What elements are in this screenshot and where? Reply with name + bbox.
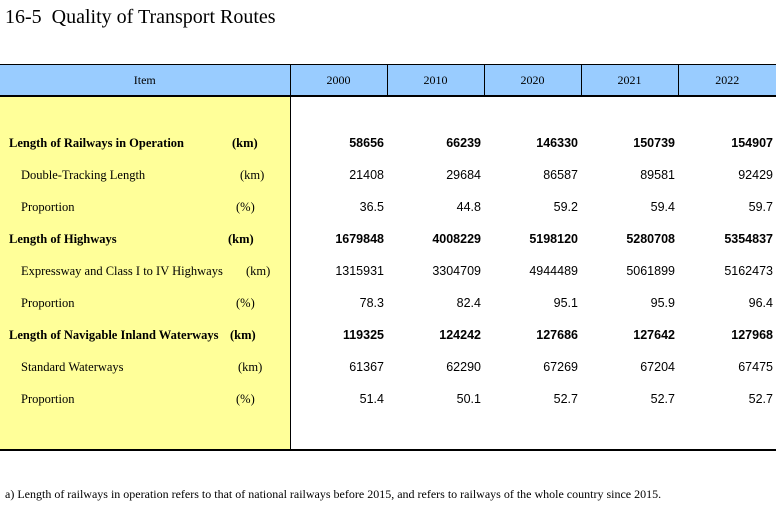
value-cell: 5198120 (529, 232, 578, 246)
row-label: Proportion (21, 200, 75, 214)
value-cell: 67204 (640, 360, 675, 374)
value-cell: 66239 (446, 136, 481, 150)
item-cell (0, 319, 290, 351)
page-title: 16-5 Quality of Transport Routes (5, 6, 276, 28)
item-cell (0, 127, 290, 159)
value-cell: 50.1 (456, 392, 481, 406)
row-label: Double-Tracking Length (21, 168, 146, 182)
value-cell: 82.4 (456, 296, 481, 310)
value-cell: 51.4 (359, 392, 384, 406)
value-cell: 67475 (738, 360, 773, 374)
value-cell: 95.9 (650, 296, 675, 310)
column-header-year: 2020 (484, 65, 581, 97)
table-row (0, 351, 776, 383)
item-cell (0, 255, 290, 287)
column-header-year: 2021 (581, 65, 678, 97)
value-cell: 5162473 (724, 264, 773, 278)
column-header-item: Item (0, 65, 290, 97)
row-label: Length of Highways (9, 232, 117, 246)
value-cell: 52.7 (748, 392, 773, 406)
value-cell: 5061899 (626, 264, 675, 278)
row-label: Length of Railways in Operation (9, 136, 185, 150)
column-header-year: 2000 (290, 65, 387, 97)
value-cell: 150739 (633, 136, 675, 150)
value-cell: 62290 (446, 360, 481, 374)
value-cell: 146330 (536, 136, 578, 150)
table-row (0, 191, 776, 223)
value-cell: 86587 (543, 168, 578, 182)
item-cell (0, 159, 290, 191)
value-cell: 127642 (633, 328, 675, 342)
value-cell: 59.7 (748, 200, 773, 214)
value-cell: 21408 (349, 168, 384, 182)
item-cell (0, 415, 290, 450)
table-row (0, 383, 776, 415)
item-cell (0, 223, 290, 255)
value-cell: 154907 (731, 136, 773, 150)
value-cell: 96.4 (748, 296, 773, 310)
value-cell: 29684 (446, 168, 481, 182)
row-unit: (km) (230, 328, 256, 342)
item-cell (0, 191, 290, 223)
value-cell: 3304709 (432, 264, 481, 278)
item-cell (0, 96, 290, 127)
row-unit: (km) (240, 168, 265, 182)
table-row (0, 287, 776, 319)
value-cell: 1679848 (335, 232, 384, 246)
row-label: Proportion (21, 296, 75, 310)
row-unit: (km) (246, 264, 271, 278)
value-cell: 67269 (543, 360, 578, 374)
value-cell: 89581 (640, 168, 675, 182)
value-cell: 92429 (738, 168, 773, 182)
transport-routes-table (0, 64, 776, 451)
value-cell: 1315931 (335, 264, 384, 278)
value-cell: 95.1 (553, 296, 578, 310)
item-cell (0, 287, 290, 319)
table-row (0, 319, 776, 351)
item-cell (0, 383, 290, 415)
row-unit: (km) (238, 360, 263, 374)
value-cell: 59.4 (650, 200, 675, 214)
value-cell: 59.2 (553, 200, 578, 214)
value-cell: 119325 (342, 328, 384, 342)
value-cell: 124242 (439, 328, 481, 342)
table-spacer-row (0, 96, 776, 127)
row-unit: (%) (236, 296, 255, 310)
value-cell: 78.3 (359, 296, 384, 310)
row-unit: (%) (236, 392, 255, 406)
row-label: Expressway and Class I to IV Highways (21, 264, 223, 278)
value-cell: 4944489 (529, 264, 578, 278)
row-unit: (km) (228, 232, 254, 246)
value-cell: 52.7 (553, 392, 578, 406)
table-row (0, 255, 776, 287)
value-cell: 5280708 (626, 232, 675, 246)
row-label: Standard Waterways (21, 360, 124, 374)
table-row (0, 159, 776, 191)
value-cell: 44.8 (456, 200, 481, 214)
value-cell: 58656 (349, 136, 384, 150)
row-label: Proportion (21, 392, 75, 406)
table-row (0, 223, 776, 255)
column-header-year: 2010 (387, 65, 484, 97)
row-unit: (km) (232, 136, 258, 150)
table-row (0, 127, 776, 159)
item-cell (0, 351, 290, 383)
table-spacer-row (0, 415, 776, 450)
footnote: a) Length of railways in operation refers to that of national railways before 2015, and refers to railways of the whole country since 2015. (5, 487, 662, 501)
value-cell: 61367 (349, 360, 384, 374)
value-cell: 52.7 (650, 392, 675, 406)
value-cell: 4008229 (432, 232, 481, 246)
value-cell: 127968 (731, 328, 773, 342)
value-cell: 5354837 (724, 232, 773, 246)
row-label: Length of Navigable Inland Waterways (9, 328, 219, 342)
value-cell: 127686 (536, 328, 578, 342)
value-cell: 36.5 (359, 200, 384, 214)
column-header-year: 2022 (678, 65, 776, 97)
table-header-row (0, 65, 776, 97)
row-unit: (%) (236, 200, 255, 214)
